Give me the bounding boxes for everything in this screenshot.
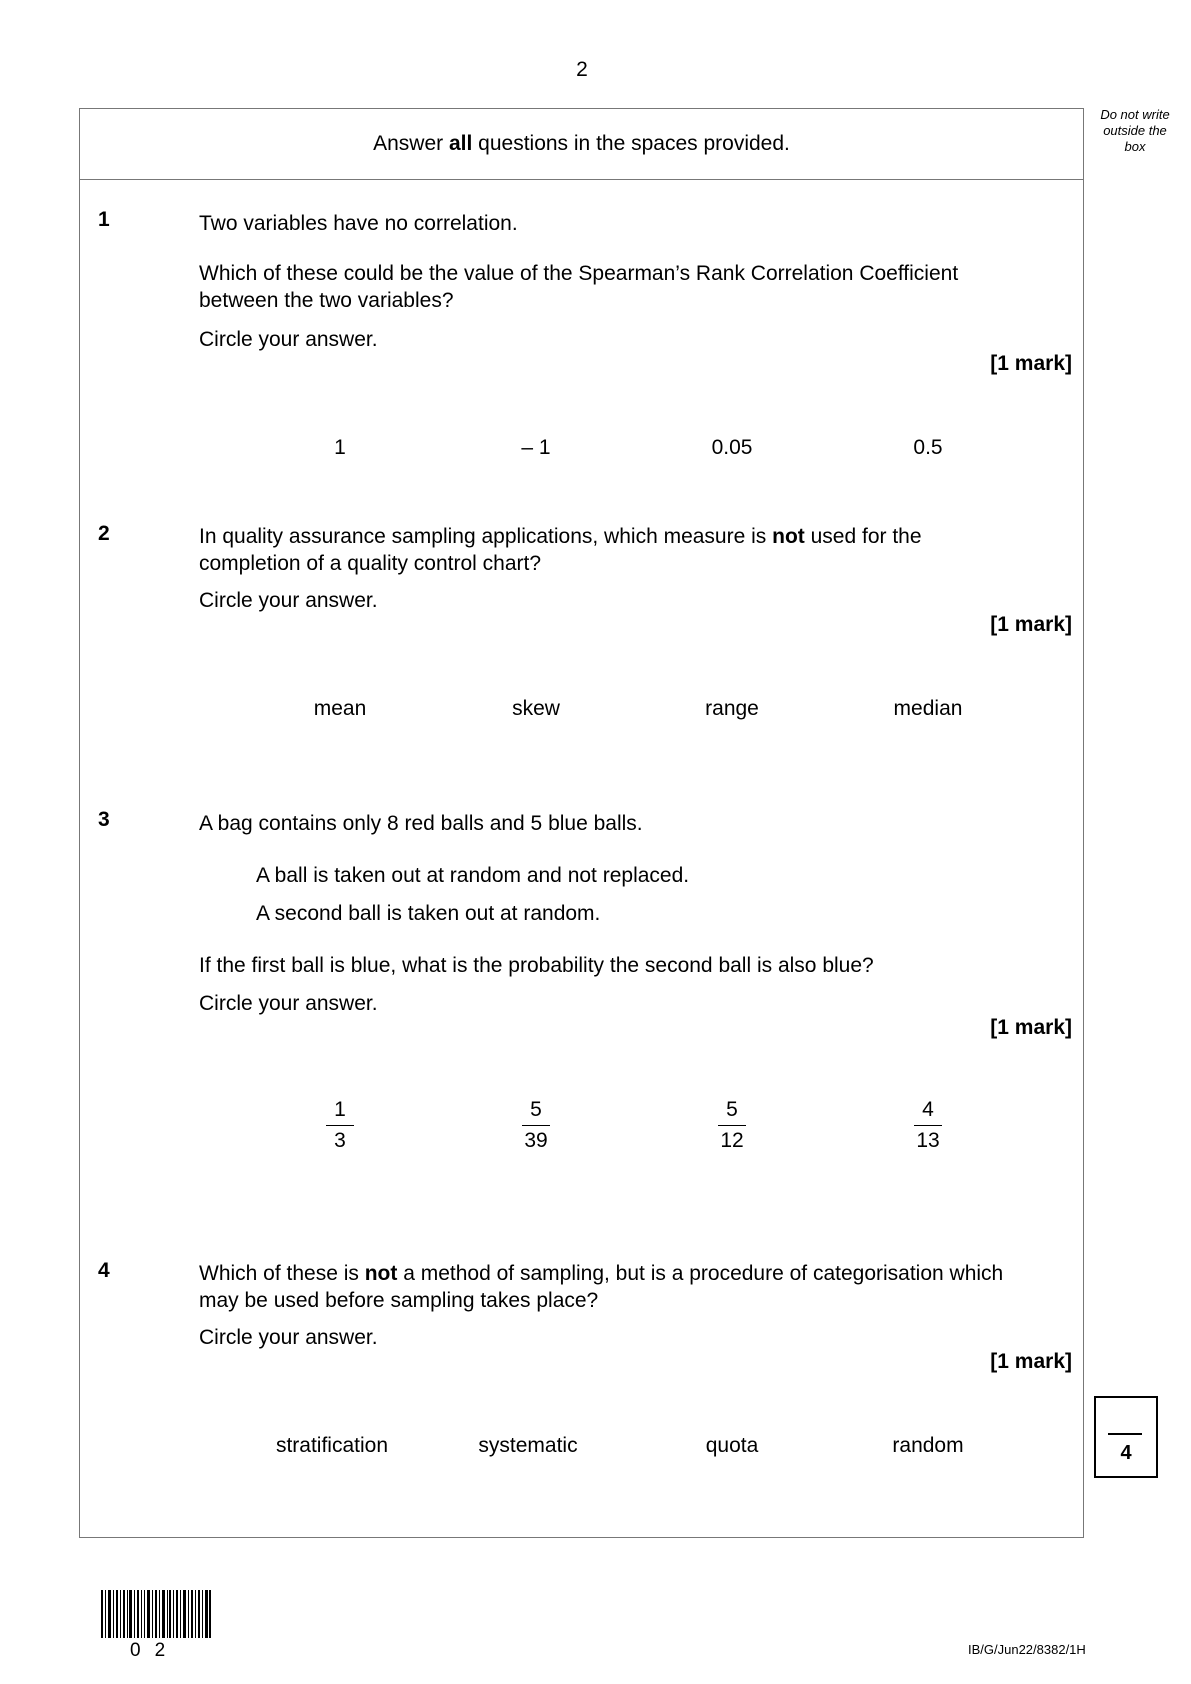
fraction-denominator: 12 <box>720 1129 744 1152</box>
question-1-option[interactable]: 1 <box>334 436 346 459</box>
instruction-post: questions in the spaces provided. <box>472 131 790 155</box>
fraction-bar <box>718 1125 746 1126</box>
question-2-line: completion of a quality control chart? <box>199 552 542 575</box>
question-3-indented-line: A ball is taken out at random and not replaced. <box>256 864 690 887</box>
fraction-denominator: 39 <box>524 1129 548 1152</box>
question-1-option[interactable]: 0.5 <box>913 436 943 459</box>
question-1-line: Which of these could be the value of the Spearman’s Rank Correlation Coefficient <box>199 262 959 285</box>
margin-note-line: outside the <box>1103 123 1167 138</box>
question-3-indented-line: A second ball is taken out at random. <box>256 902 601 925</box>
question-4-line <box>199 1260 1079 1287</box>
question-1-marks: [1 mark] <box>990 352 1072 375</box>
question-2-option[interactable]: median <box>893 697 963 720</box>
question-2-marks: [1 mark] <box>990 613 1072 636</box>
question-1-option[interactable]: – 1 <box>521 436 551 459</box>
question-3-prompt: Circle your answer. <box>199 992 378 1015</box>
instruction-pre: Answer <box>373 131 449 155</box>
question-1-statement: Two variables have no correlation. <box>199 212 518 235</box>
question-1-option[interactable]: 0.05 <box>711 436 753 459</box>
question-1-number: 1 <box>98 208 110 231</box>
question-4-text-post: a method of sampling, but is a procedure of categorisation which <box>397 1262 1004 1285</box>
barcode-digits: 02 <box>130 1640 180 1661</box>
question-3-option-fraction[interactable] <box>878 1098 978 1153</box>
question-2-option[interactable]: range <box>705 697 759 720</box>
question-4-option[interactable]: stratification <box>275 1434 389 1457</box>
question-3-option-fraction[interactable] <box>486 1098 586 1153</box>
question-4-marks: [1 mark] <box>990 1350 1072 1373</box>
question-2-text-bold: not <box>772 525 805 548</box>
fraction-numerator: 5 <box>530 1098 542 1121</box>
question-3-question: If the first ball is blue, what is the probability the second ball is also blue? <box>199 954 874 977</box>
question-4-number: 4 <box>98 1259 110 1282</box>
question-2-number: 2 <box>98 522 110 545</box>
page-score-box <box>1094 1396 1158 1478</box>
question-4-option[interactable]: random <box>892 1434 964 1457</box>
question-2-line <box>199 523 1079 550</box>
barcode-image <box>101 1590 211 1638</box>
question-3-option-fraction[interactable] <box>682 1098 782 1153</box>
margin-note <box>1092 107 1178 155</box>
question-2-prompt: Circle your answer. <box>199 589 378 612</box>
fraction-denominator: 13 <box>916 1129 940 1152</box>
fraction-numerator: 5 <box>726 1098 738 1121</box>
instruction-bold: all <box>448 131 473 155</box>
instruction-header <box>79 108 1084 180</box>
margin-note-line: box <box>1124 139 1146 154</box>
question-3-marks: [1 mark] <box>990 1016 1072 1039</box>
fraction-bar <box>326 1125 354 1126</box>
question-2-text-post: used for the <box>804 525 922 548</box>
question-2-text-pre: In quality assurance sampling applications, which measure is <box>199 525 773 548</box>
question-3-line: A bag contains only 8 red balls and 5 blue balls. <box>199 812 643 835</box>
paper-reference-code: IB/G/Jun22/8382/1H <box>968 1642 1086 1657</box>
question-1-prompt: Circle your answer. <box>199 328 378 351</box>
score-total: 4 <box>1120 1442 1132 1464</box>
margin-note-line: Do not write <box>1100 107 1170 122</box>
page-number: 2 <box>576 58 588 81</box>
question-2-option[interactable]: mean <box>313 697 367 720</box>
question-4-option[interactable]: quota <box>705 1434 759 1457</box>
fraction-numerator: 4 <box>922 1098 934 1121</box>
question-4-text-pre: Which of these is <box>199 1262 365 1285</box>
question-1-line: between the two variables? <box>199 289 454 312</box>
fraction-bar <box>914 1125 942 1126</box>
question-4-line: may be used before sampling takes place? <box>199 1289 599 1312</box>
fraction-bar <box>522 1125 550 1126</box>
question-4-text-bold: not <box>364 1262 398 1285</box>
score-line <box>1108 1433 1142 1435</box>
fraction-numerator: 1 <box>334 1098 346 1121</box>
question-2-option[interactable]: skew <box>512 697 560 720</box>
question-3-number: 3 <box>98 808 110 831</box>
fraction-denominator: 3 <box>334 1129 346 1152</box>
question-4-prompt: Circle your answer. <box>199 1326 378 1349</box>
question-4-option[interactable]: systematic <box>478 1434 578 1457</box>
question-3-option-fraction[interactable] <box>290 1098 390 1153</box>
